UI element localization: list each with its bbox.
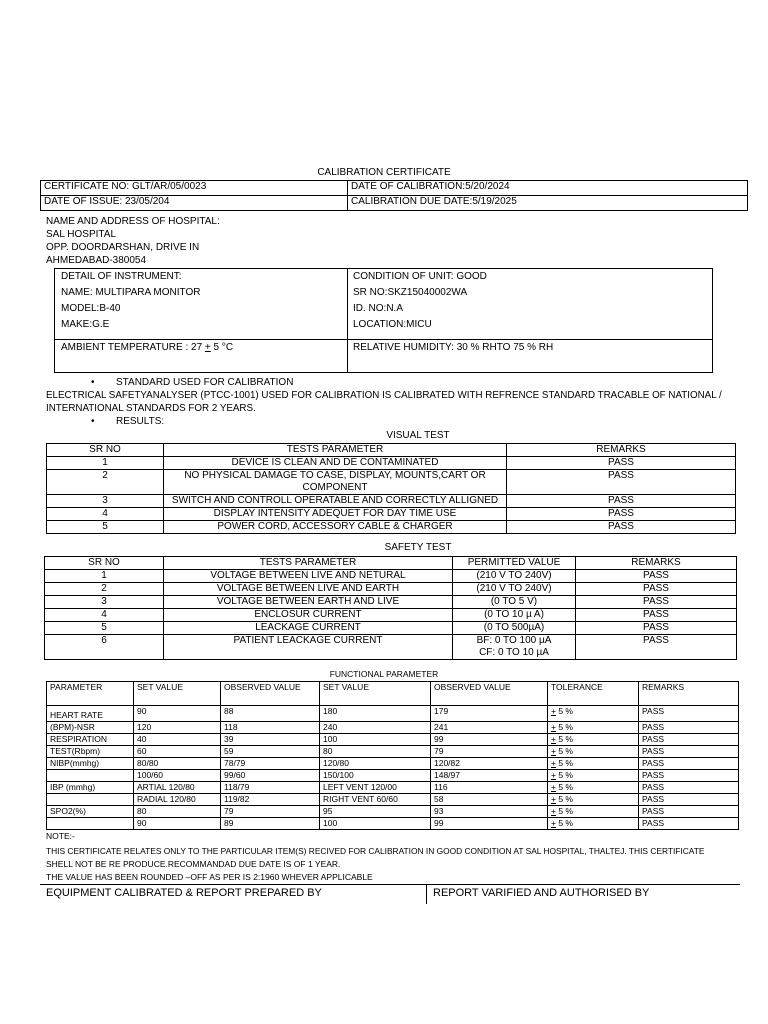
safety-srno: 6 bbox=[45, 635, 164, 660]
tolerance-value: 5 % bbox=[555, 746, 573, 756]
func-header-observed1: OBSERVED VALUE bbox=[221, 682, 320, 706]
func-remark: PASS bbox=[639, 782, 739, 794]
note-label: NOTE:- bbox=[46, 831, 75, 841]
func-observed2: 58 bbox=[431, 794, 548, 806]
instrument-box bbox=[54, 268, 713, 373]
safety-parameter: VOLTAGE BETWEEN LIVE AND NETURAL bbox=[164, 570, 453, 583]
unit-location: LOCATION:MICU bbox=[353, 319, 432, 330]
tolerance-plus: + bbox=[551, 722, 556, 732]
table-row bbox=[45, 583, 737, 596]
tolerance-value: 5 % bbox=[555, 722, 573, 732]
func-observed1: 79 bbox=[221, 806, 320, 818]
func-set1: 40 bbox=[134, 734, 221, 746]
func-observed2: 241 bbox=[431, 722, 548, 734]
ambient-prefix: AMBIENT TEMPERATURE : 27 bbox=[61, 342, 205, 353]
instrument-name: NAME: MULTIPARA MONITOR bbox=[61, 287, 201, 298]
func-set2: 240 bbox=[320, 722, 431, 734]
safety-header-remarks: REMARKS bbox=[576, 557, 737, 570]
visual-remark: PASS bbox=[507, 521, 736, 534]
func-tolerance bbox=[548, 746, 639, 758]
safety-header-permitted: PERMITTED VALUE bbox=[453, 557, 576, 570]
note-line1: THIS CERTIFICATE RELATES ONLY TO THE PARTICULAR ITEM(S) RECIVED FOR CALIBRATION IN GOOD CONDITION AT SAL HOSPITAL, THALTEJ. THIS CERTIFICATE bbox=[46, 846, 705, 856]
date-of-issue: DATE OF ISSUE: 23/05/204 bbox=[41, 196, 348, 211]
tolerance-plus: + bbox=[551, 806, 556, 816]
safety-srno: 1 bbox=[45, 570, 164, 583]
visual-parameter: DISPLAY INTENSITY ADEQUET FOR DAY TIME USE bbox=[164, 508, 507, 521]
tolerance-plus: + bbox=[551, 734, 556, 744]
certificate-no: CERTIFICATE NO: GLT/AR/05/0023 bbox=[41, 181, 348, 196]
tolerance-value: 5 % bbox=[555, 782, 573, 792]
instrument-divider bbox=[347, 269, 348, 372]
visual-remark: PASS bbox=[507, 470, 736, 495]
safety-srno: 4 bbox=[45, 609, 164, 622]
table-row bbox=[47, 746, 739, 758]
func-observed1: 99/60 bbox=[221, 770, 320, 782]
func-observed1: 118/79 bbox=[221, 782, 320, 794]
visual-remark: PASS bbox=[507, 508, 736, 521]
func-set2: 120/80 bbox=[320, 758, 431, 770]
instrument-model: MODEL:B-40 bbox=[61, 303, 121, 314]
func-set1: 60 bbox=[134, 746, 221, 758]
tolerance-plus: + bbox=[551, 818, 556, 828]
func-set2: 95 bbox=[320, 806, 431, 818]
func-tolerance bbox=[548, 818, 639, 830]
func-tolerance bbox=[548, 706, 639, 722]
tolerance-value: 5 % bbox=[555, 758, 573, 768]
func-parameter: TEST(Rbpm) bbox=[47, 746, 134, 758]
func-remark: PASS bbox=[639, 746, 739, 758]
func-set1: RADIAL 120/80 bbox=[134, 794, 221, 806]
func-tolerance bbox=[548, 770, 639, 782]
safety-permitted: (210 V TO 240V) bbox=[453, 583, 576, 596]
func-remark: PASS bbox=[639, 818, 739, 830]
visual-srno: 1 bbox=[47, 457, 164, 470]
functional-title: FUNCTIONAL PARAMETER bbox=[329, 669, 439, 679]
func-header-observed2: OBSERVED VALUE bbox=[431, 682, 548, 706]
func-set2: 150/100 bbox=[320, 770, 431, 782]
func-observed2: 99 bbox=[431, 818, 548, 830]
safety-permitted: (210 V TO 240V) bbox=[453, 570, 576, 583]
hospital-address-line1: OPP. DOORDARSHAN, DRIVE IN bbox=[46, 242, 200, 253]
safety-parameter: ENCLOSUR CURRENT bbox=[164, 609, 453, 622]
safety-srno: 5 bbox=[45, 622, 164, 635]
safety-remark: PASS bbox=[576, 635, 737, 660]
func-set2: RIGHT VENT 60/60 bbox=[320, 794, 431, 806]
certificate-title: CALIBRATION CERTIFICATE bbox=[317, 167, 451, 178]
note-line3: THE VALUE HAS BEEN ROUNDED –OFF AS PER IS 2:1960 WHEVER APPLICABLE bbox=[46, 872, 373, 882]
hospital-address-line2: AHMEDABAD-380054 bbox=[46, 255, 147, 266]
safety-permitted-bf: BF: 0 TO 100 µA bbox=[476, 635, 552, 646]
footer-rule bbox=[40, 884, 740, 885]
safety-test-table bbox=[44, 556, 737, 660]
func-set1: 120 bbox=[134, 722, 221, 734]
unit-sr-no: SR NO:SKZ15040002WA bbox=[353, 287, 468, 298]
func-remark: PASS bbox=[639, 722, 739, 734]
safety-srno: 3 bbox=[45, 596, 164, 609]
visual-parameter bbox=[164, 470, 507, 495]
table-row bbox=[47, 457, 736, 470]
tolerance-plus: + bbox=[551, 782, 556, 792]
relative-humidity: RELATIVE HUMIDITY: 30 % RHTO 75 % RH bbox=[353, 342, 554, 353]
safety-test-title: SAFETY TEST bbox=[384, 542, 452, 553]
safety-header-srno: SR NO bbox=[45, 557, 164, 570]
prepared-by-label: EQUIPMENT CALIBRATED & REPORT PREPARED BY bbox=[46, 887, 322, 899]
func-remark: PASS bbox=[639, 706, 739, 722]
func-remark: PASS bbox=[639, 758, 739, 770]
func-set1: 100/60 bbox=[134, 770, 221, 782]
visual-remark: PASS bbox=[507, 457, 736, 470]
func-set2: 100 bbox=[320, 734, 431, 746]
func-parameter: IBP (mmhg) bbox=[47, 782, 134, 794]
table-row bbox=[47, 734, 739, 746]
instrument-detail-label: DETAIL OF INSTRUMENT: bbox=[61, 271, 182, 282]
func-parameter bbox=[47, 818, 134, 830]
func-remark: PASS bbox=[639, 770, 739, 782]
func-set1: 90 bbox=[134, 706, 221, 722]
standard-line2: INTERNATIONAL STANDARDS FOR 2 YEARS. bbox=[46, 403, 256, 414]
standard-line1: ELECTRICAL SAFETYANALYSER (PTCC-1001) USED FOR CALIBRATION IS CALIBRATED WITH REFRENCE STANDARD TRACABLE OF NATIONAL / bbox=[46, 390, 722, 401]
functional-table bbox=[46, 681, 739, 830]
visual-test-table bbox=[46, 443, 736, 534]
func-tolerance bbox=[548, 782, 639, 794]
date-of-calibration: DATE OF CALIBRATION:5/20/2024 bbox=[348, 181, 748, 196]
func-observed2: 120/82 bbox=[431, 758, 548, 770]
tolerance-plus: + bbox=[551, 758, 556, 768]
note-line2: SHELL NOT BE RE PRODUCE.RECOMMANDAD DUE DATE IS OF 1 YEAR. bbox=[46, 859, 341, 869]
safety-remark: PASS bbox=[576, 622, 737, 635]
results-bullet: • RESULTS: bbox=[116, 415, 164, 428]
safety-permitted: (0 TO 5 V) bbox=[453, 596, 576, 609]
hospital-label: NAME AND ADDRESS OF HOSPITAL: bbox=[46, 216, 220, 227]
safety-parameter: PATIENT LEACKAGE CURRENT bbox=[164, 635, 453, 660]
func-set2: LEFT VENT 120/00 bbox=[320, 782, 431, 794]
func-observed1: 78/79 bbox=[221, 758, 320, 770]
func-parameter: SPO2(%) bbox=[47, 806, 134, 818]
table-row bbox=[47, 770, 739, 782]
tolerance-value: 5 % bbox=[555, 770, 573, 780]
table-row bbox=[47, 794, 739, 806]
table-row bbox=[47, 722, 739, 734]
verified-by-label: REPORT VARIFIED AND AUTHORISED BY bbox=[433, 887, 650, 899]
visual-parameter: SWITCH AND CONTROLL OPERATABLE AND CORRECTLY ALLIGNED bbox=[164, 495, 507, 508]
visual-srno: 3 bbox=[47, 495, 164, 508]
visual-header-srno: SR NO bbox=[47, 444, 164, 457]
visual-parameter-line1: NO PHYSICAL DAMAGE TO CASE, DISPLAY, MOUNTS,CART OR bbox=[184, 470, 486, 481]
safety-remark: PASS bbox=[576, 609, 737, 622]
tolerance-value: 5 % bbox=[555, 706, 573, 716]
func-observed1: 118 bbox=[221, 722, 320, 734]
safety-header-parameter: TESTS PARAMETER bbox=[164, 557, 453, 570]
visual-parameter: DEVICE IS CLEAN AND DE CONTAMINATED bbox=[164, 457, 507, 470]
table-row bbox=[45, 570, 737, 583]
instrument-make: MAKE:G.E bbox=[61, 319, 110, 330]
table-row bbox=[47, 521, 736, 534]
table-row bbox=[47, 806, 739, 818]
safety-remark: PASS bbox=[576, 596, 737, 609]
func-remark: PASS bbox=[639, 794, 739, 806]
table-row bbox=[45, 635, 737, 660]
calibration-due-date: CALIBRATION DUE DATE:5/19/2025 bbox=[348, 196, 748, 211]
table-row bbox=[47, 495, 736, 508]
table-row bbox=[47, 782, 739, 794]
visual-parameter: POWER CORD, ACCESSORY CABLE & CHARGER bbox=[164, 521, 507, 534]
func-tolerance bbox=[548, 734, 639, 746]
footer-divider bbox=[426, 884, 427, 904]
unit-condition: CONDITION OF UNIT: GOOD bbox=[353, 271, 487, 282]
ambient-temperature bbox=[61, 341, 233, 354]
func-observed1: 89 bbox=[221, 818, 320, 830]
visual-header-parameter: TESTS PARAMETER bbox=[164, 444, 507, 457]
tolerance-value: 5 % bbox=[555, 734, 573, 744]
func-tolerance bbox=[548, 722, 639, 734]
table-row bbox=[47, 818, 739, 830]
hospital-name: SAL HOSPITAL bbox=[46, 229, 117, 240]
tolerance-value: 5 % bbox=[555, 818, 573, 828]
safety-permitted: (0 TO 500µA) bbox=[453, 622, 576, 635]
safety-parameter: VOLTAGE BETWEEN EARTH AND LIVE bbox=[164, 596, 453, 609]
func-parameter: NIBP(mmhg) bbox=[47, 758, 134, 770]
tolerance-plus: + bbox=[551, 706, 556, 716]
func-remark: PASS bbox=[639, 734, 739, 746]
func-observed1: 119/82 bbox=[221, 794, 320, 806]
table-row bbox=[47, 758, 739, 770]
visual-srno: 2 bbox=[47, 470, 164, 495]
ambient-suffix: 5 °C bbox=[210, 342, 234, 353]
func-observed1: 88 bbox=[221, 706, 320, 722]
ambient-plus: + bbox=[204, 342, 211, 353]
func-parameter: RESPIRATION bbox=[47, 734, 134, 746]
func-observed2: 99 bbox=[431, 734, 548, 746]
visual-srno: 5 bbox=[47, 521, 164, 534]
func-header-parameter: PARAMETER bbox=[47, 682, 134, 706]
func-set1: ARTIAL 120/80 bbox=[134, 782, 221, 794]
tolerance-plus: + bbox=[551, 770, 556, 780]
func-parameter bbox=[47, 794, 134, 806]
func-header-tolerance: TOLERANCE bbox=[548, 682, 639, 706]
visual-header-remarks: REMARKS bbox=[507, 444, 736, 457]
func-set2: 80 bbox=[320, 746, 431, 758]
safety-permitted bbox=[453, 635, 576, 660]
unit-id-no: ID. NO:N.A bbox=[353, 303, 404, 314]
visual-test-title: VISUAL TEST bbox=[386, 430, 450, 441]
func-tolerance bbox=[548, 794, 639, 806]
safety-parameter: VOLTAGE BETWEEN LIVE AND EARTH bbox=[164, 583, 453, 596]
func-observed2: 93 bbox=[431, 806, 548, 818]
func-observed2: 179 bbox=[431, 706, 548, 722]
header-table bbox=[40, 180, 748, 211]
func-observed2: 148/97 bbox=[431, 770, 548, 782]
func-set2: 180 bbox=[320, 706, 431, 722]
visual-parameter-line2: COMPONENT bbox=[302, 482, 368, 493]
func-tolerance bbox=[548, 806, 639, 818]
func-header-remarks: REMARKS bbox=[639, 682, 739, 706]
func-header-set2: SET VALUE bbox=[320, 682, 431, 706]
tolerance-plus: + bbox=[551, 746, 556, 756]
func-set2: 100 bbox=[320, 818, 431, 830]
tolerance-value: 5 % bbox=[555, 806, 573, 816]
table-row bbox=[45, 609, 737, 622]
safety-remark: PASS bbox=[576, 570, 737, 583]
safety-parameter: LEACKAGE CURRENT bbox=[164, 622, 453, 635]
tolerance-plus: + bbox=[551, 794, 556, 804]
func-observed1: 39 bbox=[221, 734, 320, 746]
instrument-hline bbox=[55, 339, 712, 340]
func-observed2: 116 bbox=[431, 782, 548, 794]
func-set1: 90 bbox=[134, 818, 221, 830]
func-header-set1: SET VALUE bbox=[134, 682, 221, 706]
tolerance-value: 5 % bbox=[555, 794, 573, 804]
safety-srno: 2 bbox=[45, 583, 164, 596]
table-row bbox=[45, 596, 737, 609]
visual-srno: 4 bbox=[47, 508, 164, 521]
safety-permitted: (0 TO 10 µ A) bbox=[453, 609, 576, 622]
func-set1: 80 bbox=[134, 806, 221, 818]
table-row bbox=[47, 470, 736, 495]
safety-remark: PASS bbox=[576, 583, 737, 596]
func-parameter bbox=[47, 770, 134, 782]
visual-remark: PASS bbox=[507, 495, 736, 508]
func-parameter: HEART RATE bbox=[47, 706, 134, 722]
standard-bullet: • STANDARD USED FOR CALIBRATION bbox=[116, 376, 293, 389]
func-observed1: 59 bbox=[221, 746, 320, 758]
func-set1: 80/80 bbox=[134, 758, 221, 770]
func-remark: PASS bbox=[639, 806, 739, 818]
func-observed2: 79 bbox=[431, 746, 548, 758]
func-parameter: (BPM)-NSR bbox=[47, 722, 134, 734]
table-row bbox=[47, 508, 736, 521]
table-row bbox=[47, 706, 739, 722]
func-tolerance bbox=[548, 758, 639, 770]
table-row bbox=[45, 622, 737, 635]
safety-permitted-cf: CF: 0 TO 10 µA bbox=[479, 647, 549, 658]
